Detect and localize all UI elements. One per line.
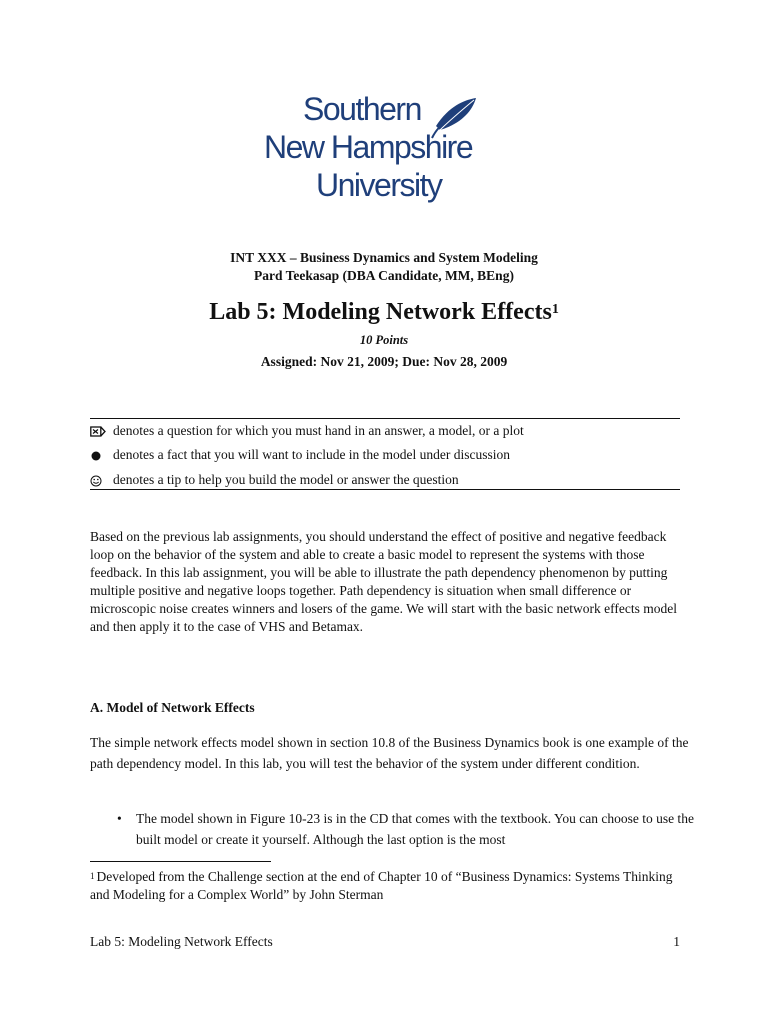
intro-paragraph: Based on the previous lab assignments, you should understand the effect of positive and negative feedback loop on the behavior of the system and able to create a basic model to represent the systems with those feedback. In this lab assignment, you will be able to illustrate the path dependency phenomenon by putting multiple positive and negative loops together. Path dependency is situation when small difference or microscopic noise creates winners and losers of the game. We will start with the basic network effects model and then apply it to the case of VHS and Betamax. — [90, 529, 677, 634]
university-logo — [0, 86, 768, 211]
page-number: 1 — [673, 934, 680, 949]
course-title: INT XXX – Business Dynamics and System Modeling — [230, 250, 538, 265]
title-footnote-mark: 1 — [551, 302, 559, 317]
legend-item-fact — [90, 446, 680, 463]
section-a-paragraph: The simple network effects model shown in section 10.8 of the Business Dynamics book is one example of the path dependency model. In this lab, you will test the behavior of the system under different condition. — [90, 735, 689, 771]
legend-fact-text: denotes a fact that you will want to include in the model under discussion — [113, 447, 511, 462]
page-title — [0, 296, 768, 328]
legend-question-text: denotes a question for which you must hand in an answer, a model, or a plot — [113, 423, 524, 438]
author-line: Pard Teekasap (DBA Candidate, MM, BEng) — [254, 268, 514, 283]
footnote-rule — [90, 861, 271, 862]
logo-line-3: University — [316, 167, 442, 203]
logo-line-1: Southern — [303, 91, 421, 127]
points-label: 10 Points — [359, 333, 409, 347]
footnote — [90, 868, 690, 904]
smiley-icon — [90, 475, 106, 487]
list-item: The model shown in Figure 10-23 is in the CD that comes with the textbook. You can choose to use the built model or create it yourself. Although the last option is the most — [136, 811, 694, 847]
footer-title: Lab 5: Modeling Network Effects — [90, 934, 273, 949]
legend-tip-text: denotes a tip to help you build the model or answer the question — [113, 472, 459, 487]
pencil-hand-icon — [90, 426, 106, 438]
legend-item-tip — [90, 471, 680, 488]
snhu-logo-graphic — [264, 86, 504, 211]
assignment-dates: Assigned: Nov 21, 2009; Due: Nov 28, 2009 — [260, 354, 508, 369]
logo-line-2: New Hampshire — [264, 129, 473, 165]
footnote-text: Developed from the Challenge section at the end of Chapter 10 of “Business Dynamics: Systems Thinking and Modeling for a Complex World” by John Sterman — [90, 869, 673, 902]
legend-bottom-rule — [90, 489, 680, 490]
bullet-dot-icon — [90, 450, 106, 462]
section-a-heading: A. Model of Network Effects — [90, 700, 255, 715]
legend-item-question — [90, 422, 680, 439]
page-title-text: Lab 5: Modeling Network Effects — [209, 299, 552, 325]
legend-top-rule — [90, 418, 680, 419]
footnote-mark: 1 — [90, 871, 95, 881]
bullet-marker: • — [117, 811, 122, 826]
